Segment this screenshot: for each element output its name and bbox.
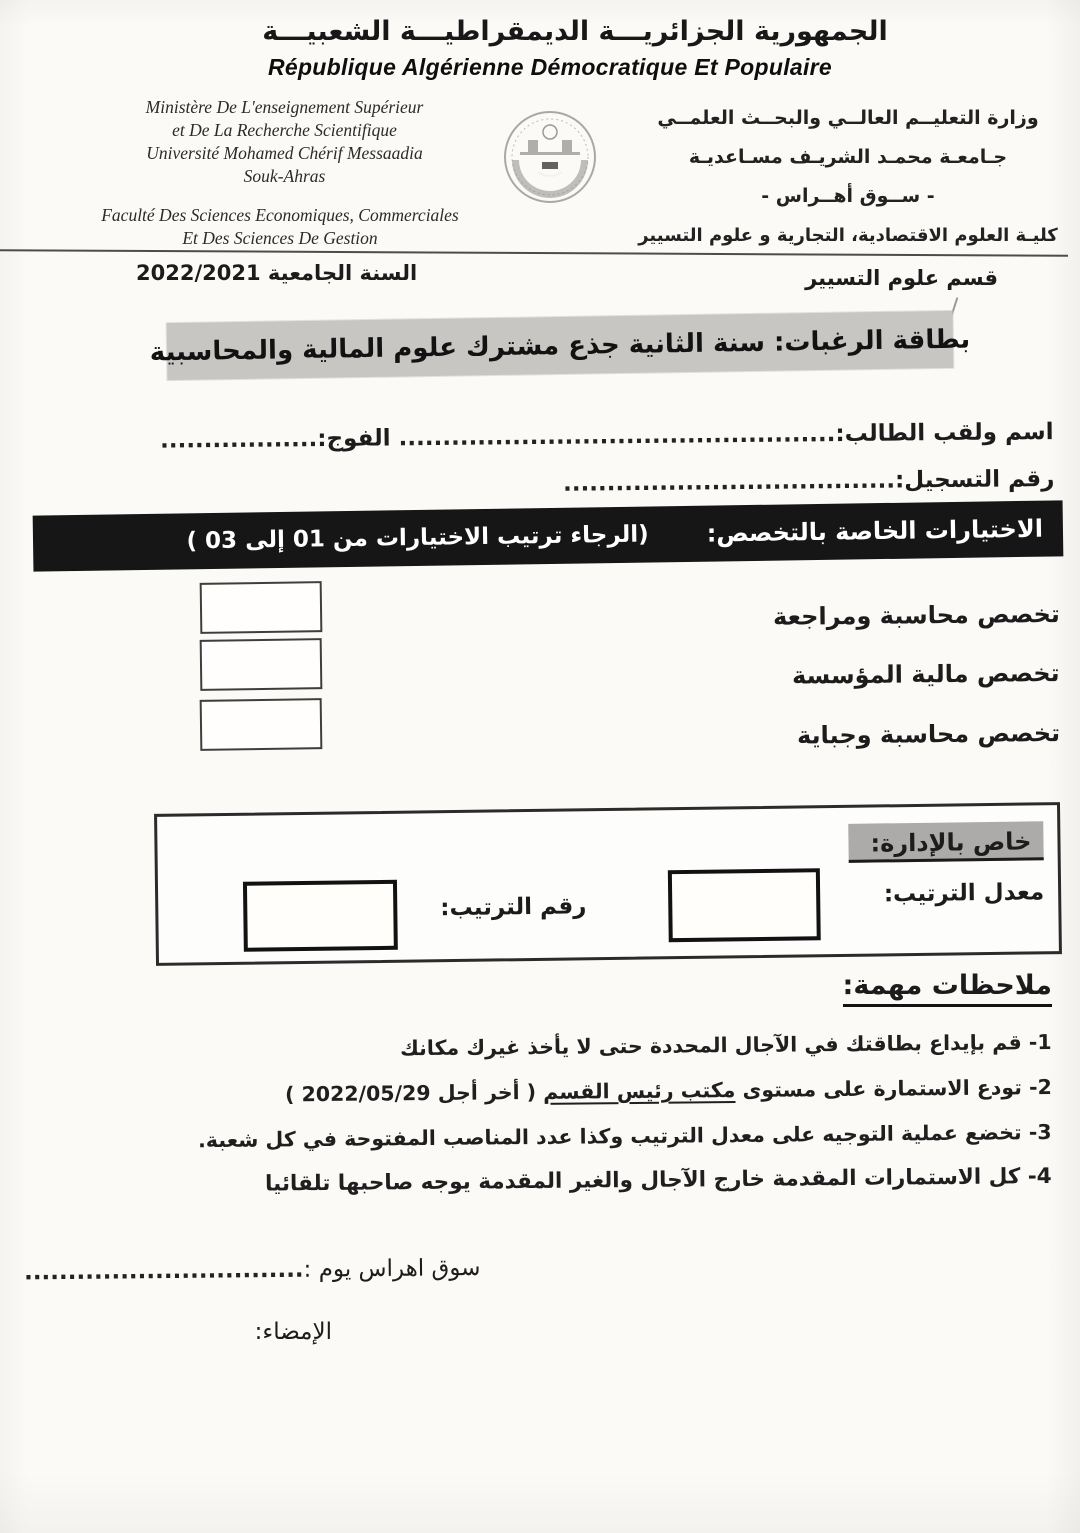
place-date-label: سوق اهراس يوم : [302, 1255, 481, 1283]
choice-label-accounting-taxation: تخصص محاسبة وجباية [796, 719, 1061, 750]
ranking-average-value-box [668, 868, 821, 942]
city-fr-line: Souk-Ahras [243, 166, 326, 186]
group-dotted-field: .................. [160, 426, 318, 454]
university-ar-line: جـامعـة محمـد الشريـف مسـاعديـة [688, 146, 1008, 168]
republic-title-french: République Algérienne Démocratique Et Populaire [267, 54, 833, 80]
note-item-3: 3- تخضع عملية التوجيه على معدل الترتيب وكذا عدد المناصب المفتوحة في كل شعبة. [198, 1120, 1053, 1153]
note-2-department-head-office: مكتب رئيس القسم [543, 1078, 736, 1104]
choice-label-accounting-auditing: تخصص محاسبة ومراجعة [773, 600, 1061, 631]
faculty-fr-line: Faculté Des Sciences Economiques, Commerciales [101, 205, 459, 225]
note-item-1: 1- قم بإيداع بطاقتك في الآجال المحددة حتى لا يأخذ غيرك مكانك [400, 1030, 1053, 1061]
department-label: قسم علوم التسيير [805, 266, 998, 290]
administration-only-box [154, 802, 1062, 966]
faculty-block-french [80, 204, 480, 250]
choice-rank-box-accounting-auditing [200, 581, 323, 634]
ranking-number-value-box [243, 880, 398, 952]
specialty-choices-label: الاختيارات الخاصة بالتخصص: [706, 514, 1044, 548]
ranking-number-label: رقم الترتيب: [440, 893, 587, 922]
university-fr-line: Université Mohamed Chérif Messaadia [146, 143, 423, 163]
note-2-deadline: ( أخر أجل 2022/05/29 ) [285, 1079, 544, 1107]
signature-label: الإمضاء: [254, 1319, 332, 1345]
choice-label-corporate-finance: تخصص مالية المؤسسة [792, 659, 1061, 690]
faculty-fr-line: Et Des Sciences De Gestion [182, 228, 378, 248]
republic-title-arabic: الجمهورية الجزائريـــة الديمقراطيـــة الشعبيـــة [262, 16, 888, 47]
note-2-text: 2- تودع الاستمارة على مستوى [735, 1075, 1053, 1103]
note-item-2 [285, 1075, 1052, 1106]
important-notes-heading: ملاحظات مهمة: [843, 970, 1052, 1007]
ministry-fr-line: et De La Recherche Scientifique [172, 120, 397, 140]
place-and-date-row [23, 1255, 480, 1285]
ranking-average-label: معدل الترتيب: [883, 879, 1045, 908]
note-item-4: 4- كل الاستمارات المقدمة خارج الآجال والغير المقدمة يوجه صاحبها تلقائيا [265, 1164, 1053, 1197]
city-ar-line: - ســوق أهــراس - [761, 185, 935, 207]
choice-rank-box-accounting-taxation [200, 698, 323, 751]
date-dotted-field: ................................ [23, 1256, 304, 1286]
university-seal-logo [498, 102, 602, 208]
ministry-block-arabic [638, 99, 1058, 255]
form-title-band: بطاقة الرغبات: سنة الثانية جذع مشترك علوم المالية والمحاسبية [167, 311, 954, 380]
choice-rank-box-corporate-finance [200, 638, 323, 691]
faculty-ar-line: كليـة العلوم الاقتصادية، التجارية و علوم التسيير [638, 225, 1058, 246]
ministry-fr-line: Ministère De L'enseignement Supérieur [145, 97, 424, 117]
administration-only-header: خاص بالإدارة: [848, 821, 1043, 863]
student-name-label: اسم ولقب الطالب: [835, 419, 1055, 448]
registration-dotted-field: ...................................... [562, 467, 895, 497]
group-label: الفوج: [317, 425, 392, 453]
student-name-row [160, 419, 1054, 454]
ministry-block-french [92, 96, 477, 188]
ranking-instruction-hint: (الرجاء ترتيب الاختيارات من 01 إلى 03 ) [186, 521, 649, 555]
registration-number-row [563, 466, 1055, 497]
specialty-choices-section-bar [33, 500, 1064, 571]
registration-number-label: رقم التسجيل: [894, 466, 1055, 494]
student-name-dotted-field: .................................................. [398, 421, 836, 452]
ministry-ar-line: وزارة التعليــم العالــي والبحــث العلمــي [657, 107, 1039, 129]
academic-year-label: السنة الجامعية 2022/2021 [136, 261, 418, 285]
